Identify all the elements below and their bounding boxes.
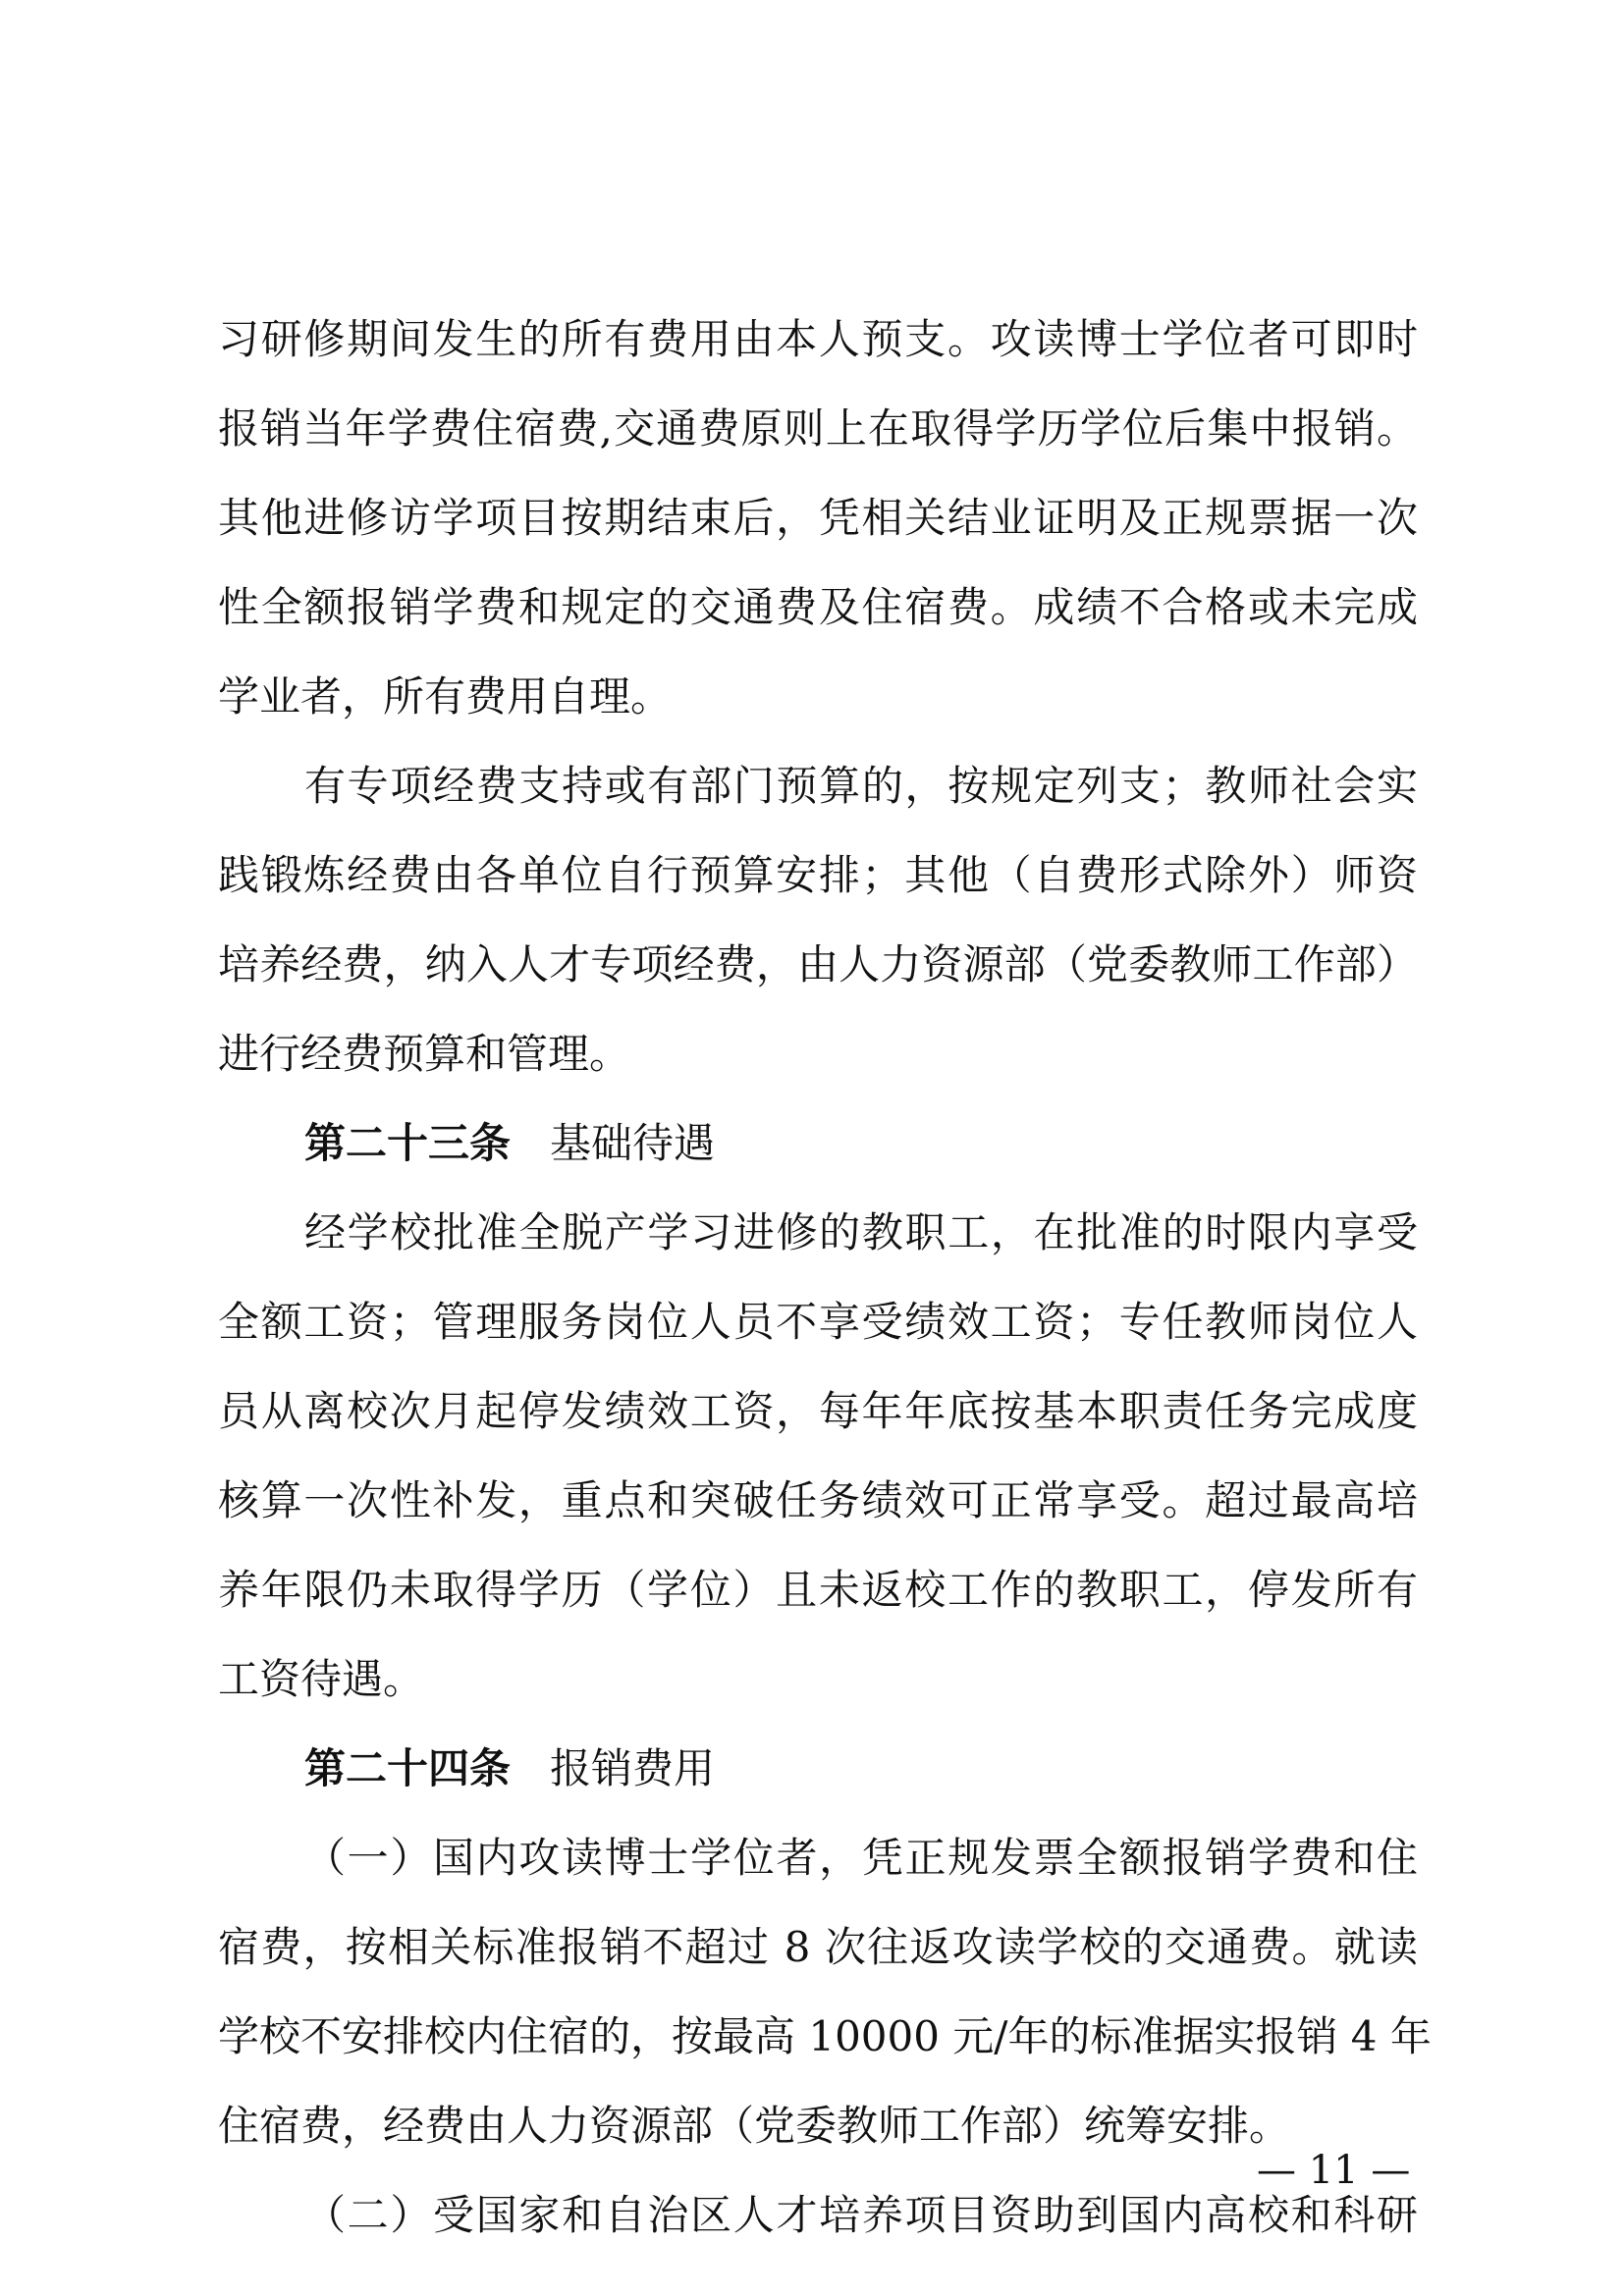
text-line: 宿费，按相关标准报销不超过 8 次往返攻读学校的交通费。就读 xyxy=(218,1923,1418,1971)
text-line: 住宿费，经费由人力资源部（党委教师工作部）统筹安排。 xyxy=(218,2102,1291,2150)
text-line: 习研修期间发生的所有费用由本人预支。攻读博士学位者可即时 xyxy=(218,315,1418,363)
text-line: 学校不安排校内住宿的，按最高 10000 元/年的标准据实报销 4 年 xyxy=(218,2012,1432,2060)
text-line: 培养经费，纳入人才专项经费，由人力资源部（党委教师工作部） xyxy=(218,940,1418,988)
text-line: 其他进修访学项目按期结束后，凭相关结业证明及正规票据一次 xyxy=(218,494,1418,542)
article-title: 报销费用 xyxy=(550,1744,716,1792)
text-line: 有专项经费支持或有部门预算的，按规定列支；教师社会实 xyxy=(304,762,1418,810)
page-number: — 11 — xyxy=(1257,2148,1411,2193)
article-title: 基础待遇 xyxy=(550,1119,716,1167)
article-23-heading xyxy=(218,1098,1418,1188)
text-line: 养年限仍未取得学历（学位）且未返校工作的教职工，停发所有 xyxy=(218,1566,1418,1614)
paragraph-basic-treatment xyxy=(218,1188,1418,1724)
text-line: （一）国内攻读博士学位者，凭正规发票全额报销学费和住 xyxy=(304,1834,1418,1882)
article-number: 第二十三条 xyxy=(304,1119,512,1167)
article-number: 第二十四条 xyxy=(304,1744,512,1792)
text-line: 学业者，所有费用自理。 xyxy=(218,672,673,721)
paragraph-expense-advance xyxy=(218,294,1418,741)
text-line: 报销当年学费住宿费,交通费原则上在取得学历学位后集中报销。 xyxy=(218,404,1418,453)
paragraph-special-funds xyxy=(218,741,1418,1098)
text-line: 经学校批准全脱产学习进修的教职工，在批准的时限内享受 xyxy=(304,1208,1418,1256)
text-line: 全额工资；管理服务岗位人员不享受绩效工资；专任教师岗位人 xyxy=(218,1298,1418,1346)
document-body xyxy=(218,294,1432,2260)
text-line: 核算一次性补发，重点和突破任务绩效可正常享受。超过最高培 xyxy=(218,1476,1418,1524)
text-line: 进行经费预算和管理。 xyxy=(218,1030,631,1078)
article-24-heading xyxy=(218,1724,1418,1813)
text-line: 工资待遇。 xyxy=(218,1655,425,1703)
paragraph-reimbursement-2 xyxy=(218,2170,1418,2260)
text-line: （二）受国家和自治区人才培养项目资助到国内高校和科研 xyxy=(304,2191,1418,2239)
text-line: 性全额报销学费和规定的交通费及住宿费。成绩不合格或未完成 xyxy=(218,583,1418,631)
text-line: 践锻炼经费由各单位自行预算安排；其他（自费形式除外）师资 xyxy=(218,851,1418,899)
text-line: 员从离校次月起停发绩效工资，每年年底按基本职责任务完成度 xyxy=(218,1387,1418,1435)
paragraph-reimbursement-1 xyxy=(218,1813,1432,2170)
